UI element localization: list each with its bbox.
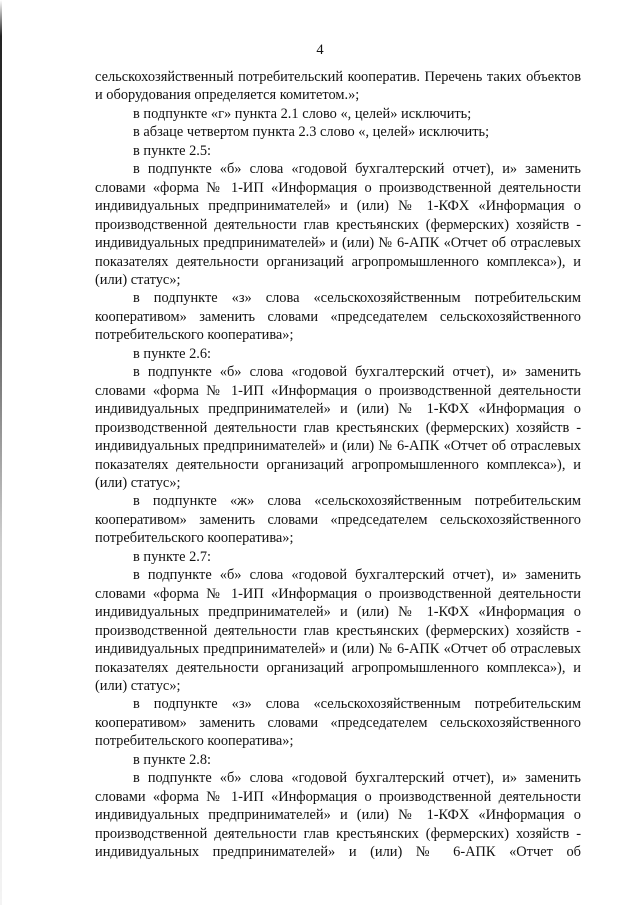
paragraph-2-5-subitem-z: в подпункте «з» слова «сельскохозяйственным потребительским кооперативом» заменить словами «председателем сельскохозяйственного потребительского кооператива»;: [95, 290, 581, 344]
paragraph-2-6-subitem-b: в подпункте «б» слова «годовой бухгалтерский отчет), и» заменить словами «форма № 1-ИП «Информация о производственной деятельности индивидуальных предпринимателей» и (или) № 1-КФХ «Информация о производственной деятельности глав крестьянских (фермерских) хозяйств - индивидуальных предпринимателей» и (или) № 6-АПК «Отчет об отраслевых показателях деятельности организаций агропромышленного комплекса»), и (или) статус»;: [95, 364, 581, 491]
paragraph-2-6-subitem-zh: в подпункте «ж» слова «сельскохозяйственным потребительским кооперативом» заменить словами «председателем сельскохозяйственного потребительского кооператива»;: [95, 493, 581, 547]
scan-edge-shadow: [0, 0, 2, 905]
paragraph-heading-2-5: в пункте 2.5:: [133, 142, 212, 159]
paragraph-heading-2-7: в пункте 2.7:: [133, 548, 212, 565]
document-body: [95, 68, 581, 861]
paragraph-2-8-subitem-b: в подпункте «б» слова «годовой бухгалтерский отчет), и» заменить словами «форма № 1-ИП «Информация о производственной деятельности индивидуальных предпринимателей» и (или) № 1-КФХ «Информация о производственной деятельности глав крестьянских (фермерских) хозяйств - индивидуальных предпринимателей» и (или) № 6-АПК «Отчет об: [95, 770, 581, 861]
page-number: 4: [316, 42, 324, 58]
paragraph-2-5-subitem-b: в подпункте «б» слова «годовой бухгалтерский отчет), и» заменить словами «форма № 1-ИП «Информация о производственной деятельности индивидуальных предпринимателей» и (или) № 1-КФХ «Информация о производственной деятельности глав крестьянских (фермерских) хозяйств - индивидуальных предпринимателей» и (или) № 6-АПК «Отчет об отраслевых показателях деятельности организаций агропромышленного комплекса»), и (или) статус»;: [95, 161, 581, 288]
paragraph-2-7-subitem-b: в подпункте «б» слова «годовой бухгалтерский отчет), и» заменить словами «форма № 1-ИП «Информация о производственной деятельности индивидуальных предпринимателей» и (или) № 1-КФХ «Информация о производственной деятельности глав крестьянских (фермерских) хозяйств - индивидуальных предпринимателей» и (или) № 6-АПК «Отчет об отраслевых показателях деятельности организаций агропромышленного комплекса»), и (или) статус»;: [95, 567, 581, 694]
paragraph-item-2-3: в абзаце четвертом пункта 2.3 слово «, целей» исключить;: [133, 124, 490, 141]
paragraph-heading-2-6: в пункте 2.6:: [133, 345, 212, 362]
paragraph-intro-continuation: сельскохозяйственный потребительский кооператив. Перечень таких объектов и оборудования определяется комитетом.»;: [95, 69, 581, 104]
paragraph-2-7-subitem-z: в подпункте «з» слова «сельскохозяйственным потребительским кооперативом» заменить словами «председателем сельскохозяйственного потребительского кооператива»;: [95, 696, 581, 750]
paragraph-item-2-1: в подпункте «г» пункта 2.1 слово «, целей» исключить;: [133, 105, 472, 122]
paragraph-heading-2-8: в пункте 2.8:: [133, 751, 212, 768]
